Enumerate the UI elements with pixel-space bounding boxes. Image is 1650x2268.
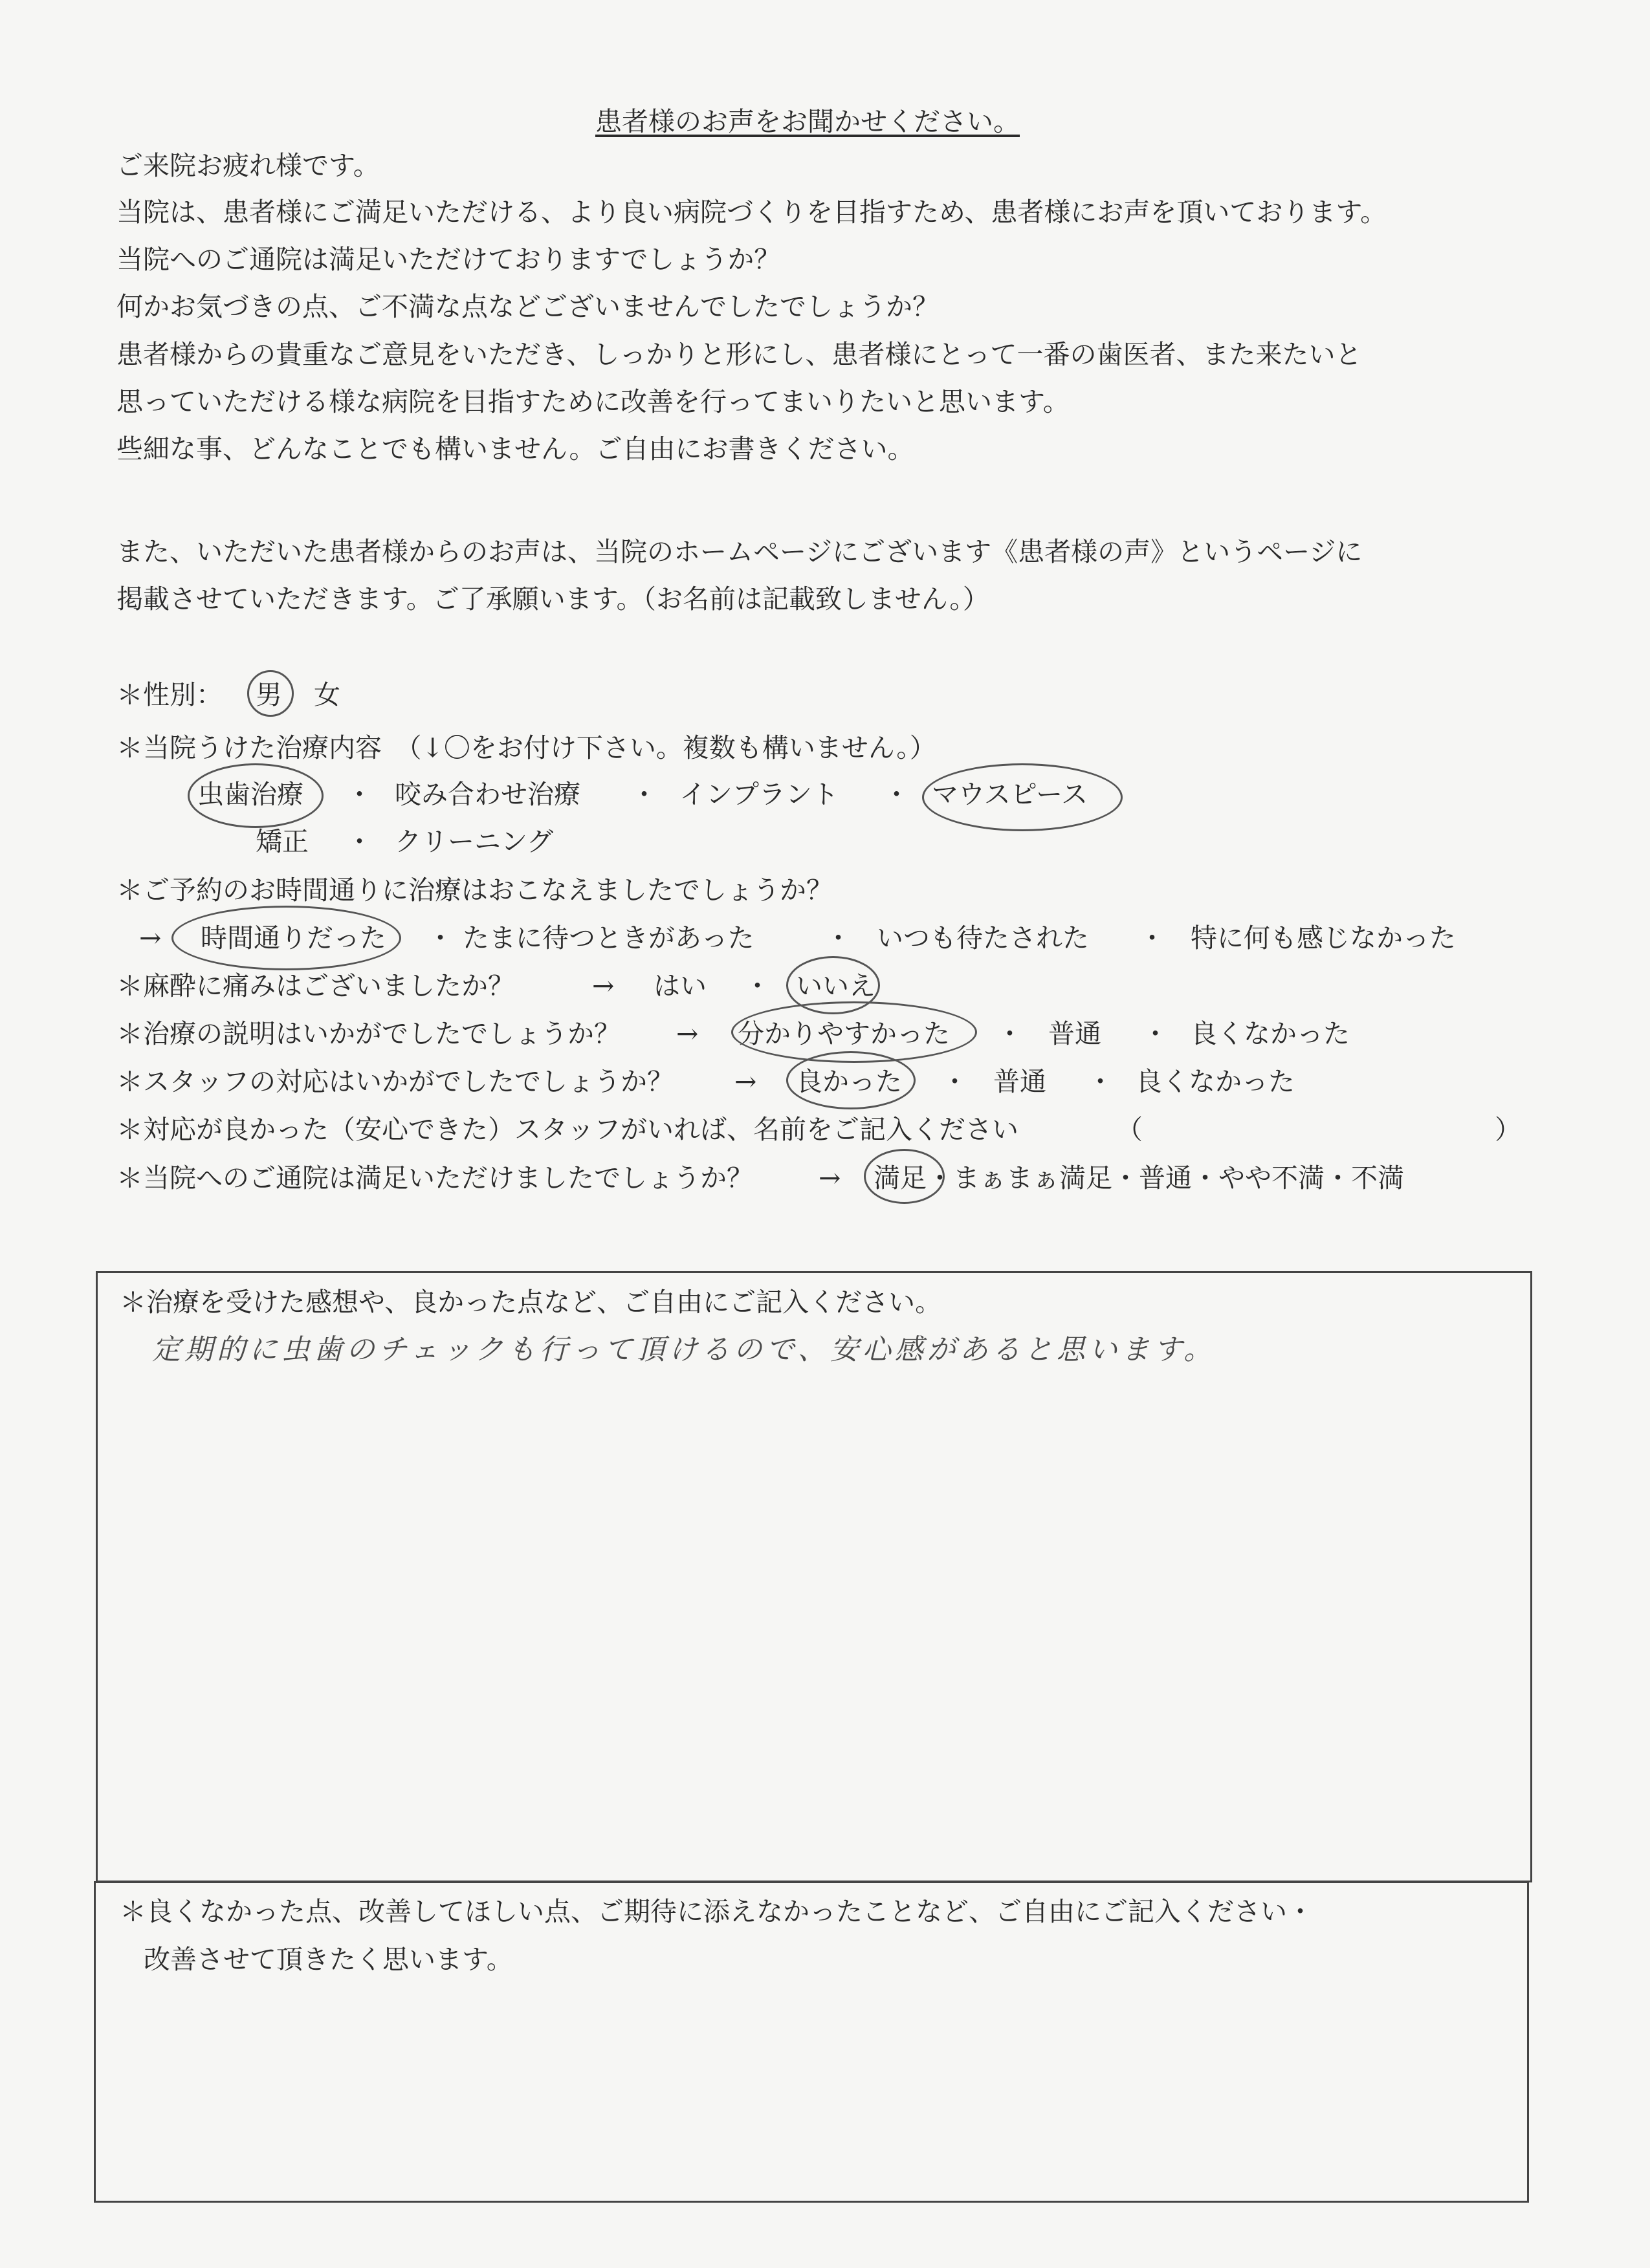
staff-name-close-paren: ） <box>1495 1114 1521 1145</box>
arrow: → <box>139 922 162 954</box>
time-option-always-wait[interactable]: いつも待たされた <box>877 922 1089 954</box>
selection-circle <box>786 1051 916 1109</box>
time-question: ＊ご予約のお時間通りに治療はおこなえましたでしょうか？ <box>116 875 833 906</box>
arrow: → <box>592 970 615 1001</box>
selection-circle <box>864 1149 945 1204</box>
separator: ・ <box>1087 1066 1114 1097</box>
arrow: → <box>734 1066 757 1097</box>
satisfaction-question: ＊当院へのご通院は満足いただけましたでしょうか？ <box>116 1162 753 1194</box>
intro-line: 些細な事、どんなことでも構いません。ご自由にお書きください。 <box>116 433 914 464</box>
good-points-label: ＊治療を受けた感想や、良かった点など、ご自由にご記入ください。 <box>120 1287 942 1318</box>
bad-points-label: ＊良くなかった点、改善してほしい点、ご期待に添えなかったことなど、ご自由にご記入ください・ <box>120 1896 1314 1927</box>
good-points-handwriting: 定期的に虫歯のチェックも行って頂けるので、安心感があると思います。 <box>152 1333 1216 1366</box>
separator: ・ <box>346 779 373 810</box>
time-option-nothing[interactable]: 特に何も感じなかった <box>1191 922 1456 954</box>
intro-line: 当院は、患者様にご満足いただける、より良い病院づくりを目指すため、患者様にお声を頂いております。 <box>116 197 1387 228</box>
separator: ・ <box>996 1018 1023 1049</box>
separator: ・ <box>631 779 657 810</box>
explain-option-bad[interactable]: 良くなかった <box>1191 1018 1350 1049</box>
selection-circle <box>922 763 1123 831</box>
arrow: → <box>676 1018 699 1049</box>
time-option-sometimes-wait[interactable]: たまに待つときがあった <box>463 922 754 954</box>
selection-circle <box>171 906 401 970</box>
separator: ・ <box>941 1066 968 1097</box>
satisfaction-options[interactable]: 満足・まぁまぁ満足・普通・やや不満・不満 <box>874 1162 1404 1194</box>
time-option-on-time[interactable]: 時間通りだった <box>201 922 386 954</box>
notice-line: 掲載させていただきます。ご了承願います。（お名前は記載致しません。） <box>116 583 989 615</box>
staff-option-good[interactable]: 良かった <box>796 1066 902 1097</box>
staff-name-question: ＊対応が良かった（安心できた）スタッフがいれば、名前をご記入ください <box>116 1114 1018 1145</box>
intro-line: ご来院お疲れ様です。 <box>116 150 380 181</box>
separator: ・ <box>1142 1018 1169 1049</box>
selection-circle <box>247 670 294 717</box>
explain-option-normal[interactable]: 普通 <box>1048 1018 1101 1049</box>
pain-question: ＊麻酔に痛みはございましたか？ <box>116 970 514 1001</box>
notice-line: また、いただいた患者様からのお声は、当院のホームページにございます《患者様の声》というページに <box>116 536 1363 567</box>
selection-circle <box>188 763 324 828</box>
pain-option-no[interactable]: いいえ <box>796 970 875 1001</box>
intro-line: 当院へのご通院は満足いただけておりますでしょうか？ <box>116 244 781 275</box>
staff-question: ＊スタッフの対応はいかがでしたでしょうか？ <box>116 1066 674 1097</box>
intro-line: 思っていただける様な病院を目指すために改善を行ってまいりたいと思います。 <box>116 386 1070 417</box>
explain-question: ＊治療の説明はいかがでしたでしょうか？ <box>116 1018 621 1049</box>
separator: ・ <box>1139 922 1165 954</box>
gender-question: ＊性別： <box>116 679 223 710</box>
treatment-question: ＊当院うけた治療内容 （↓〇をお付け下さい。複数も構いません。） <box>116 732 936 763</box>
treatment-option-mouthpiece[interactable]: マウスピース <box>932 779 1088 810</box>
separator: ・ <box>825 922 852 954</box>
arrow: → <box>819 1162 841 1194</box>
separator: ・ <box>427 922 454 954</box>
separator: ・ <box>346 826 373 857</box>
separator: ・ <box>744 970 771 1001</box>
bad-points-label-2: 改善させて頂きたく思います。 <box>144 1944 513 1975</box>
gender-option-male[interactable]: 男 <box>256 679 282 710</box>
page-title: 患者様のお声をお聞かせください。 <box>595 106 1020 137</box>
treatment-option-implant[interactable]: インプラント <box>679 779 839 810</box>
staff-option-bad[interactable]: 良くなかった <box>1136 1066 1295 1097</box>
treatment-option-cleaning[interactable]: クリーニング <box>395 826 554 857</box>
staff-option-normal[interactable]: 普通 <box>993 1066 1046 1097</box>
intro-line: 何かお気づきの点、ご不満な点などございませんでしたでしょうか？ <box>116 291 939 322</box>
intro-line: 患者様からの貴重なご意見をいただき、しっかりと形にし、患者様にとって一番の歯医者、また来たいと <box>116 339 1362 370</box>
separator: ・ <box>883 779 910 810</box>
explain-option-clear[interactable]: 分かりやすかった <box>738 1018 950 1049</box>
staff-name-open-paren: （ <box>1116 1114 1143 1145</box>
treatment-option-bite[interactable]: 咬み合わせ治療 <box>395 779 580 810</box>
pain-option-yes[interactable]: はい <box>654 970 707 1001</box>
treatment-option-cavity[interactable]: 虫歯治療 <box>197 779 303 810</box>
treatment-option-ortho[interactable]: 矯正 <box>256 826 309 857</box>
gender-option-female[interactable]: 女 <box>314 679 340 710</box>
